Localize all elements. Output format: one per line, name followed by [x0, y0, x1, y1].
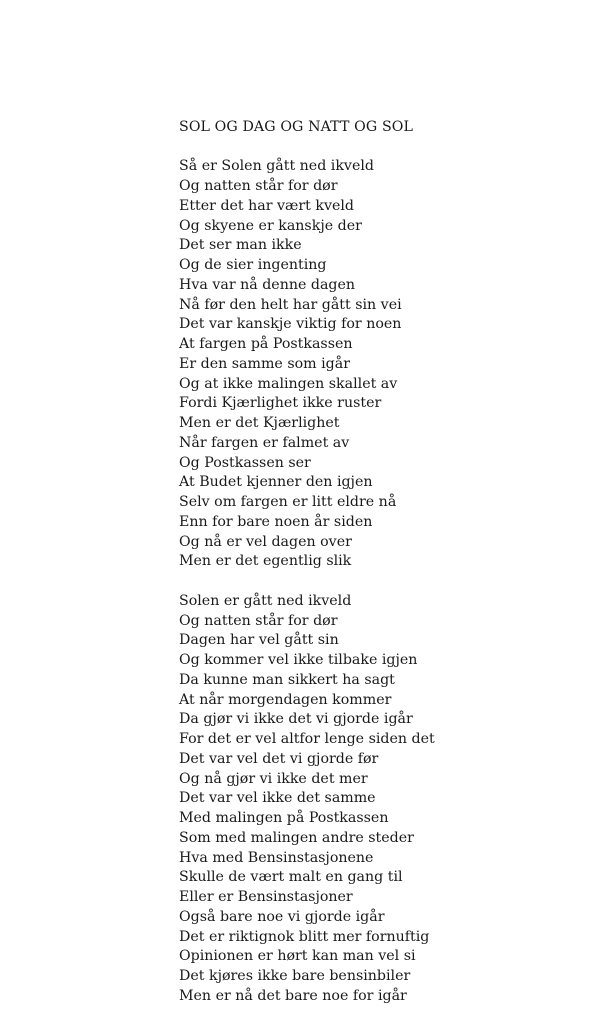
- poem-line: Da gjør vi ikke det vi gjorde igår: [179, 711, 413, 728]
- poem-line: Og natten står for dør: [179, 612, 338, 629]
- poem-line: Og skyene er kanskje der: [179, 217, 362, 234]
- poem-body: [179, 157, 599, 1006]
- poem-line: Hva var nå denne dagen: [179, 276, 356, 293]
- poem-line: Det ser man ikke: [179, 237, 302, 254]
- poem-line: Hva med Bensinstasjonene: [179, 849, 374, 866]
- poem-line: Eller er Bensinstasjoner: [179, 889, 353, 906]
- poem-line: At Budet kjenner den igjen: [179, 474, 373, 491]
- poem-line: Og Postkassen ser: [179, 454, 311, 471]
- poem-line: Er den samme som igår: [179, 355, 350, 372]
- poem-line: Og de sier ingenting: [179, 257, 327, 274]
- poem-line: Nå før den helt har gått sin vei: [179, 296, 402, 313]
- poem-line: Da kunne man sikkert ha sagt: [179, 671, 395, 688]
- poem-stanza: [179, 157, 599, 572]
- poem-line: Når fargen er falmet av: [179, 434, 350, 451]
- poem-line: Fordi Kjærlighet ikke ruster: [179, 395, 382, 412]
- poem-line: Også bare noe vi gjorde igår: [179, 908, 385, 925]
- poem-line: Det var kanskje viktig for noen: [179, 316, 402, 333]
- poem-line: Og kommer vel ikke tilbake igjen: [179, 652, 418, 669]
- poem-line: Med malingen på Postkassen: [179, 810, 389, 827]
- poem-line: Og nå er vel dagen over: [179, 533, 352, 550]
- poem-line: Og nå gjør vi ikke det mer: [179, 770, 368, 787]
- poem-line: Det kjøres ikke bare bensinbiler: [179, 968, 411, 985]
- poem-line: At når morgendagen kommer: [179, 691, 392, 708]
- poem-line: Etter det har vært kveld: [179, 197, 354, 214]
- poem-line: Det var vel det vi gjorde før: [179, 750, 379, 767]
- poem-line: Men er nå det bare noe for igår: [179, 987, 407, 1004]
- poem-page: [179, 118, 599, 1026]
- poem-line: Skulle de vært malt en gang til: [179, 869, 403, 886]
- poem-stanza: [179, 592, 599, 1007]
- poem-line: Solen er gått ned ikveld: [179, 592, 352, 609]
- poem-line: Det er riktignok blitt mer fornuftig: [179, 928, 430, 945]
- poem-line: Opinionen er hørt kan man vel si: [179, 948, 416, 965]
- poem-line: Og natten står for dør: [179, 178, 338, 195]
- poem-line: Men er det Kjærlighet: [179, 415, 340, 432]
- poem-line: Dagen har vel gått sin: [179, 632, 339, 649]
- poem-title: SOL OG DAG OG NATT OG SOL: [179, 119, 414, 135]
- poem-line: Men er det egentlig slik: [179, 553, 352, 570]
- poem-line: Enn for bare noen år siden: [179, 513, 373, 530]
- poem-line: Så er Solen gått ned ikveld: [179, 158, 374, 175]
- poem-line: Selv om fargen er litt eldre nå: [179, 494, 397, 511]
- poem-line: For det er vel altfor lenge siden det: [179, 731, 435, 748]
- poem-line: At fargen på Postkassen: [179, 336, 353, 353]
- poem-line: Det var vel ikke det samme: [179, 790, 376, 807]
- poem-line: Som med malingen andre steder: [179, 829, 414, 846]
- poem-line: Og at ikke malingen skallet av: [179, 375, 398, 392]
